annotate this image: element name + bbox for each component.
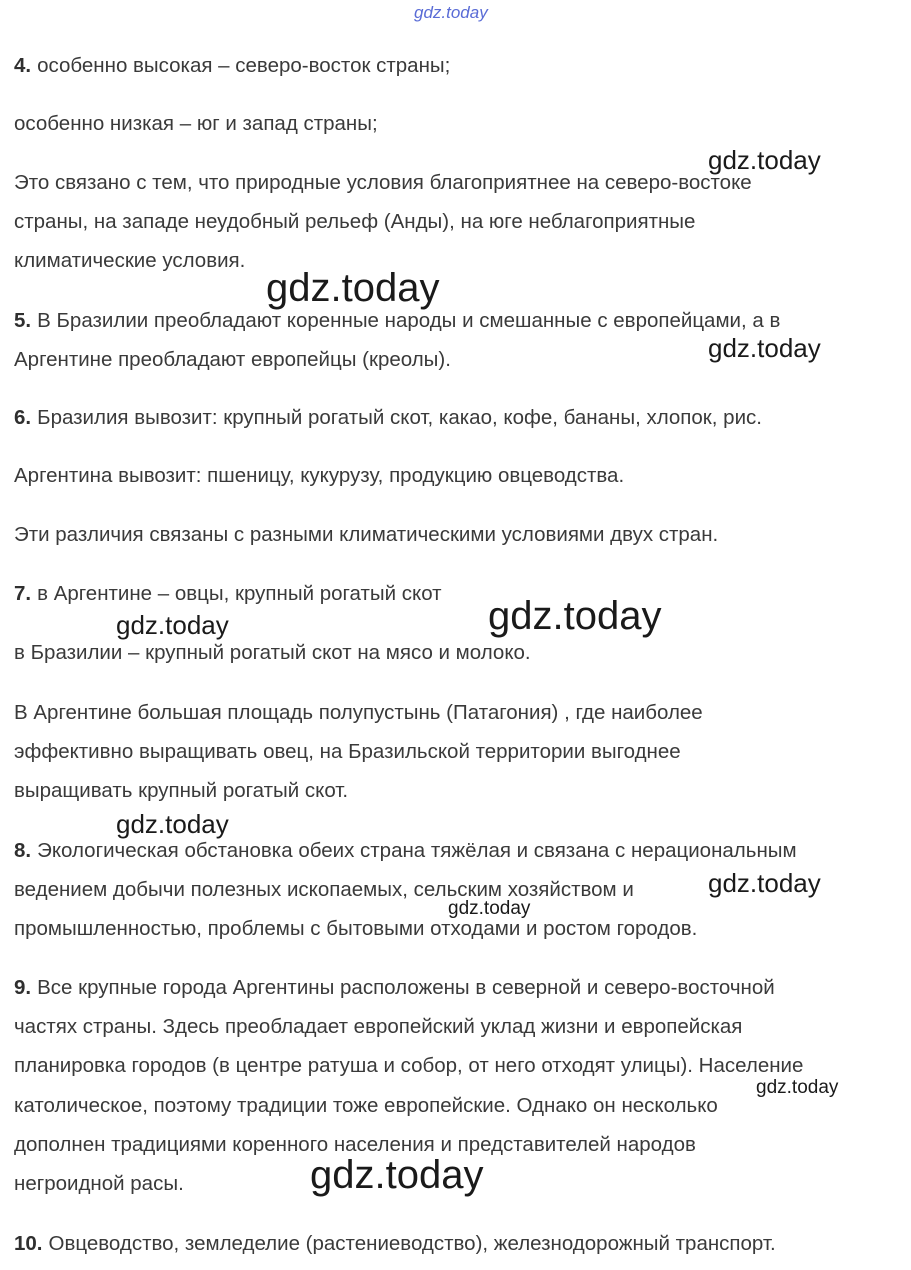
answer-number: 8.	[14, 839, 32, 862]
answer-text: Бразилия вывозит: крупный рогатый скот, какао, кофе, бананы, хлопок, рис.	[37, 406, 762, 429]
answer-line	[14, 1171, 184, 1197]
answer-text: Все крупные города Аргентины расположены в северной и северо-восточной	[37, 976, 775, 999]
answer-line	[14, 778, 348, 804]
watermark-small: gdz.today	[448, 898, 531, 919]
answer-text: планировка городов (в центре ратуша и собор, от него отходят улицы). Население	[14, 1054, 804, 1077]
watermark: gdz.today	[708, 868, 821, 898]
answer-text: особенно низкая – юг и запад страны;	[14, 112, 378, 135]
answer-line	[14, 463, 624, 489]
answer-line	[14, 1093, 718, 1119]
answer-number: 7.	[14, 582, 32, 605]
answer-text: Эти различия связаны с разными климатическими условиями двух стран.	[14, 523, 719, 546]
answer-line	[14, 1014, 742, 1040]
answer-line	[14, 975, 775, 1001]
answer-text: в Бразилии – крупный рогатый скот на мясо и молоко.	[14, 641, 531, 664]
watermark-large: gdz.today	[310, 1153, 484, 1197]
answer-line	[14, 111, 378, 137]
answer-line	[14, 170, 752, 196]
answer-line	[14, 248, 245, 274]
answer-text: Аргентина вывозит: пшеницу, кукурузу, продукцию овцеводства.	[14, 464, 625, 487]
answer-text: В Аргентине большая площадь полупустынь (Патагония) , где наиболее	[14, 701, 703, 724]
watermark-large: gdz.today	[488, 594, 662, 638]
answer-text: промышленностью, проблемы с бытовыми отходами и ростом городов.	[14, 917, 698, 940]
answer-line	[14, 53, 450, 79]
answer-number: 6.	[14, 406, 32, 429]
answer-text: Экологическая обстановка обеих страна тяжёлая и связана с нерациональным	[37, 839, 797, 862]
watermark: gdz.today	[708, 145, 821, 175]
answer-line	[14, 700, 703, 726]
answer-text: дополнен традициями коренного населения и представителей народов	[14, 1133, 696, 1156]
answer-text: страны, на западе неудобный рельеф (Анды), на юге неблагоприятные	[14, 210, 696, 233]
watermark: gdz.today	[708, 333, 821, 363]
answer-line	[14, 581, 442, 607]
answer-number: 9.	[14, 976, 32, 999]
answer-line	[14, 1053, 803, 1079]
answer-line	[14, 838, 797, 864]
answer-text: эффективно выращивать овец, на Бразильской территории выгоднее	[14, 740, 681, 763]
answer-text: Аргентине преобладают европейцы (креолы).	[14, 348, 451, 371]
answer-line	[14, 209, 695, 235]
answer-text: частях страны. Здесь преобладает европейский уклад жизни и европейская	[14, 1015, 743, 1038]
answer-text: негроидной расы.	[14, 1172, 184, 1195]
watermark: gdz.today	[116, 809, 229, 839]
answer-number: 10.	[14, 1232, 43, 1255]
answer-line	[14, 640, 531, 666]
answer-text: климатические условия.	[14, 249, 246, 272]
answer-line	[14, 1132, 696, 1158]
answer-line	[14, 1231, 776, 1257]
answer-line	[14, 522, 718, 548]
watermark-small: gdz.today	[756, 1077, 839, 1098]
answer-line	[14, 877, 634, 903]
answer-number: 4.	[14, 54, 32, 77]
answer-line	[14, 739, 681, 765]
answer-text: выращивать крупный рогатый скот.	[14, 779, 349, 802]
answer-line	[14, 405, 762, 431]
answer-text: Это связано с тем, что природные условия благоприятнее на северо-востоке	[14, 171, 752, 194]
watermark-top: gdz.today	[414, 3, 488, 22]
answer-text: католическое, поэтому традиции тоже европейские. Однако он несколько	[14, 1094, 718, 1117]
answer-text: ведением добычи полезных ископаемых, сельским хозяйством и	[14, 878, 634, 901]
answer-line	[14, 308, 780, 334]
watermark: gdz.today	[116, 610, 229, 640]
answer-text: Овцеводство, земледелие (растениеводство), железнодорожный транспорт.	[48, 1232, 776, 1255]
answer-line	[14, 347, 451, 373]
watermark-large: gdz.today	[266, 266, 440, 310]
answer-text: в Аргентине – овцы, крупный рогатый скот	[37, 582, 442, 605]
answer-text: В Бразилии преобладают коренные народы и смешанные с европейцами, а в	[37, 309, 781, 332]
answer-text: особенно высокая – северо-восток страны;	[37, 54, 451, 77]
answer-line	[14, 916, 697, 942]
answer-number: 5.	[14, 309, 32, 332]
